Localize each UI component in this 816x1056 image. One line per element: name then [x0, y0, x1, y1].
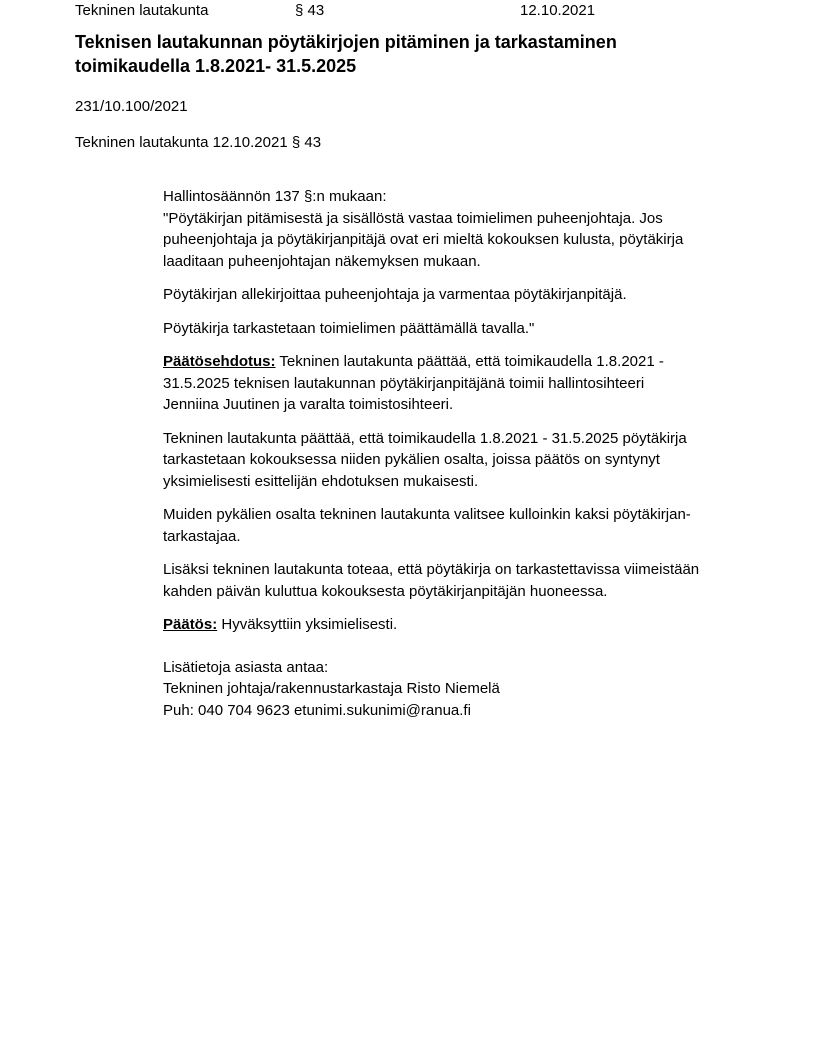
body-paragraph: Lisätietoja asiasta antaa: Tekninen johtaja/rakennustarkastaja Risto Niemelä Puh: 040 704 9623 etunimi.sukunimi@ranua.fi: [163, 658, 500, 719]
body-paragraph: Pöytäkirjan allekirjoittaa puheenjohtaja ja varmentaa pöytäkirjanpitäjä.: [163, 286, 627, 303]
body-paragraph: Tekninen lautakunta päättää, että toimikaudella 1.8.2021 - 31.5.2025 pöytäkirja tarkastetaan kokouksessa niiden pykälien osalta, joissa päätös on syntynyt yksimielisesti esittelijän ehdotuksen mukaisesti.: [163, 429, 687, 490]
committee-reference-line: Tekninen lautakunta 12.10.2021 § 43: [75, 134, 322, 151]
body-paragraph: Lisäksi tekninen lautakunta toteaa, että pöytäkirja on tarkastettavissa viimeistään kahden päivän kuluttua kokouksesta pöytäkirjanpitäjän huoneessa.: [163, 561, 700, 600]
paragraph-label: Päätös:: [163, 616, 218, 633]
header-section-number: § 43: [295, 2, 325, 19]
document-title-line-2: toimikaudella 1.8.2021- 31.5.2025: [75, 56, 357, 76]
body-paragraph: Muiden pykälien osalta tekninen lautakunta valitsee kulloinkin kaksi pöytäkirjan- tarkastajaa.: [163, 506, 691, 545]
body-paragraph: Pöytäkirja tarkastetaan toimielimen päättämällä tavalla.": [163, 319, 535, 337]
document-title: [75, 30, 735, 78]
body-paragraph: Päätös: Hyväksyttiin yksimielisesti.: [163, 616, 398, 633]
document-body: [163, 186, 793, 733]
header-committee: Tekninen lautakunta: [75, 2, 209, 19]
body-paragraph: Hallintosäännön 137 §:n mukaan: "Pöytäkirjan pitämisestä ja sisällöstä vastaa toimielimen puheenjohtaja. Jos puheenjohtaja ja pöytäkirjanpitäjä ovat eri mieltä kokouksen kulusta, pöytäkirja laaditaan puheenjohtajan näkemyksen mukaan.: [163, 188, 684, 270]
paragraph-label: Päätösehdotus:: [163, 353, 276, 370]
case-number: 231/10.100/2021: [75, 98, 188, 115]
document-title-line-1: Teknisen lautakunnan pöytäkirjojen pitäminen ja tarkastaminen: [75, 32, 617, 52]
body-paragraph: Päätösehdotus: Tekninen lautakunta päättää, että toimikaudella 1.8.2021 - 31.5.2025 teknisen lautakunnan pöytäkirjanpitäjänä toimii hallintosihteeri Jenniina Juutinen ja varalta toimistosihteeri.: [163, 353, 664, 413]
header-date: 12.10.2021: [520, 2, 596, 19]
